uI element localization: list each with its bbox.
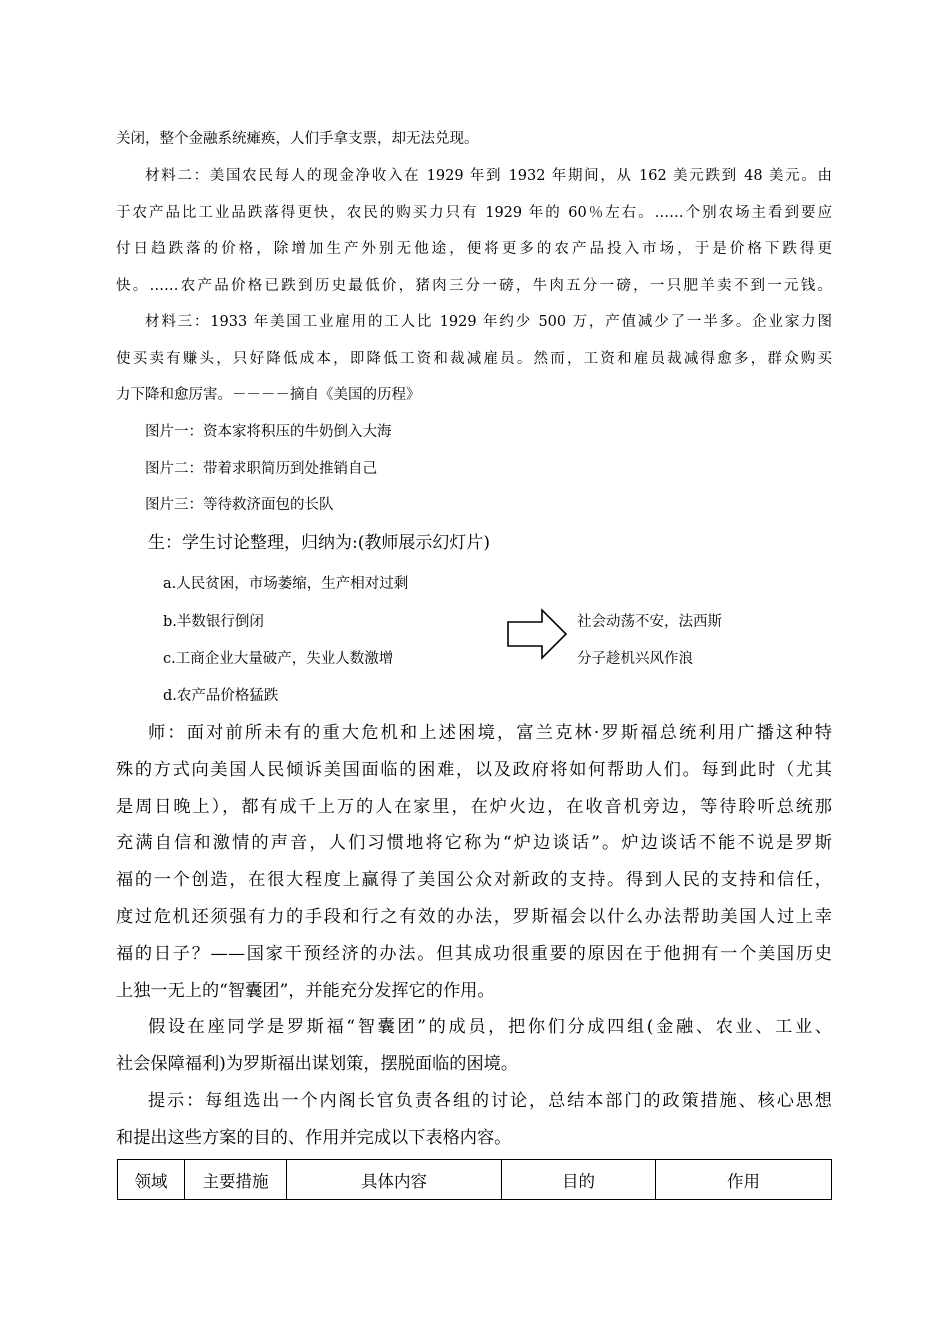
cause-item: d.农产品价格猛跌 [163, 688, 279, 704]
material2-line: 于农产品比工业品跌落得更快，农民的购买力只有 1929 年的 60％左右。……个别农场主看到要应 [116, 204, 832, 221]
teacher-line: 师：面对前所未有的重大危机和上述困境，富兰克林·罗斯福总统利用广播这种特 [148, 723, 832, 743]
material3-line: 材料三：1933 年美国工业雇用的工人比 1929 年约少 500 万，产值减少了一半多。企业家力图 [145, 314, 832, 330]
teacher-line: 殊的方式向美国人民倾诉美国面临的困难，以及政府将如何帮助人们。每到此时（尤其 [116, 759, 832, 780]
material2-line: 付日趋跌落的价格，除增加生产外别无他途，便将更多的农产品投入市场，于是价格下跌得更 [116, 241, 832, 257]
material3-line: 力下降和愈厉害。－－－－摘自《美国的历程》 [116, 387, 421, 403]
material3-line: 使买卖有赚头，只好降低成本，即降低工资和裁减雇员。然而，工资和雇员裁减得愈多，群众购买 [116, 350, 832, 367]
hint-line: 和提出这些方案的目的、作用并完成以下表格内容。 [116, 1127, 512, 1148]
material3-paragraph [116, 304, 832, 414]
picture-caption: 图片三：等待救济面包的长队 [145, 497, 334, 513]
consequence-line: 社会动荡不安，法西斯 [577, 614, 722, 630]
cause-item: b.半数银行倒闭 [163, 614, 264, 630]
picture-caption: 图片二：带着求职简历到处推销自己 [145, 461, 377, 477]
cause-item: c.工商企业大量破产，失业人数激增 [163, 651, 394, 667]
material2-paragraph [116, 158, 832, 304]
hint-line: 提示：每组选出一个内阁长官负责各组的讨论，总结本部门的政策措施、核心思想 [148, 1091, 832, 1111]
material2-line: 快。……农产品价格已跌到历史最低价，猪肉三分一磅，牛肉五分一磅，一只肥羊卖不到一元钱。 [116, 277, 832, 294]
table-header-cell: 主要措施 [185, 1160, 287, 1200]
picture-caption: 图片一：资本家将积压的牛奶倒入大海 [145, 424, 392, 440]
consequence-line: 分子趁机兴风作浪 [577, 651, 693, 667]
teacher-line: 上独一无上的“智囊团”，并能充分发挥它的作用。 [116, 980, 495, 1001]
cause-item: a.人民贫困，市场萎缩，生产相对过剩 [163, 576, 409, 592]
right-arrow-icon [506, 608, 568, 660]
assumption-line: 假设在座同学是罗斯福“智囊团”的成员，把你们分成四组(金融、农业、工业、 [148, 1017, 832, 1037]
table-header-cell: 目的 [502, 1160, 656, 1200]
material1-tail: 关闭，整个金融系统瘫痪，人们手拿支票，却无法兑现。 [116, 131, 479, 147]
hint-paragraph [116, 1083, 832, 1157]
student-summary: 生：学生讨论整理，归纳为:(教师展示幻灯片) [148, 533, 490, 553]
table-header-cell: 作用 [656, 1160, 832, 1200]
teacher-line: 福的日子？——国家干预经济的办法。但其成功很重要的原因在于他拥有一个美国历史 [116, 943, 832, 964]
assumption-line: 社会保障福利)为罗斯福出谋划策，摆脱面临的困境。 [116, 1053, 519, 1074]
teacher-line: 充满自信和激情的声音，人们习惯地将它称为“炉边谈话”。炉边谈话不能不说是罗斯 [116, 833, 832, 854]
teacher-line: 是周日晚上），都有成千上万的人在家里，在炉火边，在收音机旁边，等待聆听总统那 [116, 796, 832, 817]
material2-line: 材料二：美国农民每人的现金净收入在 1929 年到 1932 年期间，从 162 美元跌到 48 美元。由 [145, 168, 832, 184]
teacher-line: 福的一个创造，在很大程度上赢得了美国公众对新政的支持。得到人民的支持和信任， [116, 870, 832, 891]
table-header-row [118, 1160, 832, 1200]
table-header-cell: 具体内容 [287, 1160, 502, 1200]
assumption-paragraph [116, 1009, 832, 1083]
teacher-line: 度过危机还须强有力的手段和行之有效的办法，罗斯福会以什么办法帮助美国人过上幸 [116, 906, 832, 927]
policy-table [117, 1159, 832, 1200]
teacher-paragraph [116, 715, 832, 1009]
table-header-cell: 领域 [118, 1160, 185, 1200]
